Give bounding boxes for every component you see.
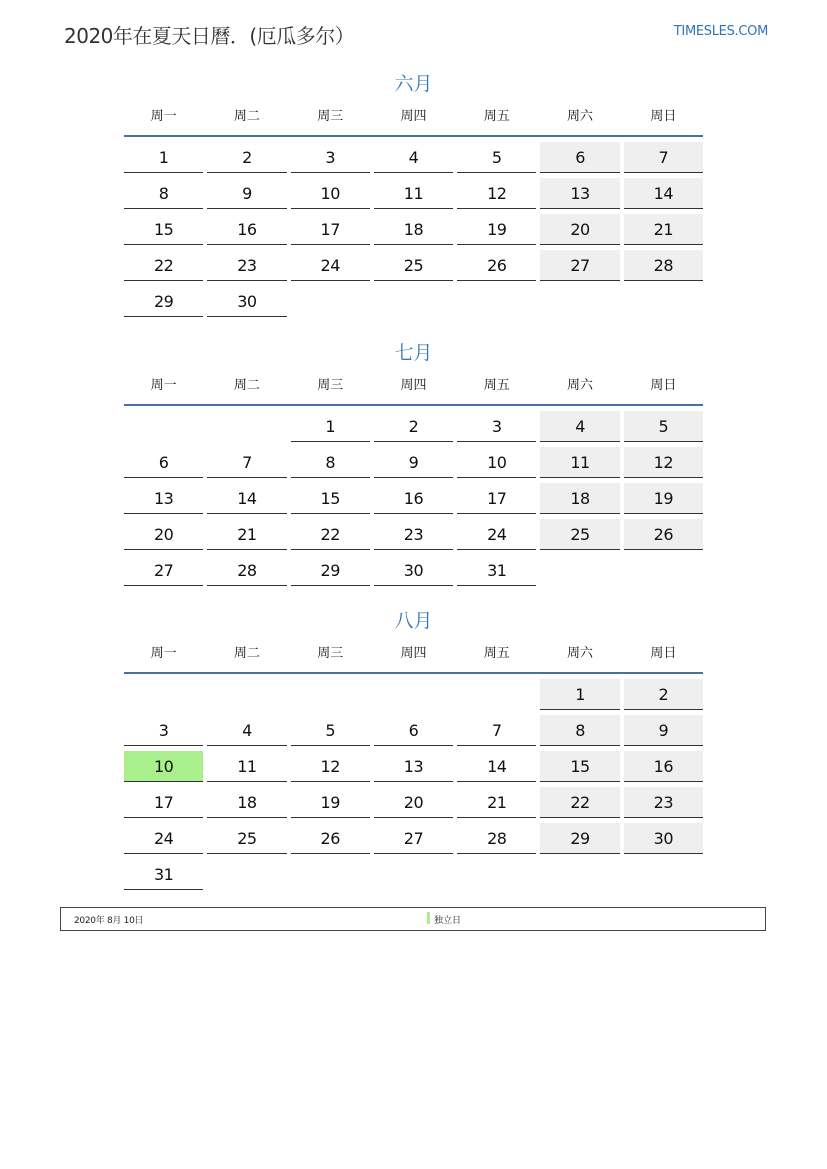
empty-day-cell (624, 555, 703, 586)
day-cell: 15 (540, 751, 619, 782)
day-cell: 17 (291, 214, 370, 245)
day-cell: 27 (124, 555, 203, 586)
day-cell: 12 (624, 447, 703, 478)
day-cell: 3 (124, 715, 203, 746)
day-cell: 8 (540, 715, 619, 746)
day-cell: 22 (540, 787, 619, 818)
empty-day-cell (374, 679, 453, 710)
day-cell: 2 (624, 679, 703, 710)
site-link[interactable]: TIMESLES.COM (673, 24, 768, 39)
day-cell: 30 (624, 823, 703, 854)
month-calendar (124, 607, 703, 895)
empty-day-cell (207, 679, 286, 710)
day-cell: 10 (457, 447, 536, 478)
day-cell: 1 (291, 411, 370, 442)
day-cell: 4 (540, 411, 619, 442)
week-row (124, 859, 703, 895)
week-row (124, 286, 703, 322)
day-cell: 28 (624, 250, 703, 281)
day-cell: 26 (624, 519, 703, 550)
day-cell: 22 (124, 250, 203, 281)
day-cell: 17 (124, 787, 203, 818)
legend-date: 2020年 8月 10日 (74, 916, 144, 926)
weekday-label: 周六 (567, 109, 594, 124)
month-calendar (124, 339, 703, 591)
day-cell: 23 (624, 787, 703, 818)
day-cell: 31 (457, 555, 536, 586)
day-cell: 25 (207, 823, 286, 854)
day-cell: 11 (374, 178, 453, 209)
empty-day-cell (540, 555, 619, 586)
day-cell: 28 (207, 555, 286, 586)
day-cell: 23 (207, 250, 286, 281)
day-cell: 14 (624, 178, 703, 209)
day-cell: 23 (374, 519, 453, 550)
weekday-label: 周五 (483, 378, 510, 393)
day-cell: 20 (124, 519, 203, 550)
week-row (124, 447, 703, 483)
day-cell: 1 (124, 142, 203, 173)
weekday-label: 周六 (567, 378, 594, 393)
day-cell: 24 (124, 823, 203, 854)
day-cell: 9 (374, 447, 453, 478)
weekday-label: 周四 (400, 378, 427, 393)
day-cell: 7 (457, 715, 536, 746)
empty-day-cell (207, 859, 286, 890)
weekday-label: 周日 (650, 378, 677, 393)
week-row (124, 751, 703, 787)
day-cell: 29 (124, 286, 203, 317)
month-title: 六月 (394, 73, 433, 95)
day-cell: 27 (540, 250, 619, 281)
day-cell: 9 (207, 178, 286, 209)
day-cell: 28 (457, 823, 536, 854)
day-cell: 6 (374, 715, 453, 746)
day-cell: 18 (374, 214, 453, 245)
week-row (124, 679, 703, 715)
page-title: 2020年在夏天日曆．(厄瓜多尔） (64, 24, 355, 48)
weekday-label: 周三 (317, 646, 344, 661)
day-cell: 8 (124, 178, 203, 209)
weekday-label: 周日 (650, 109, 677, 124)
header-divider (124, 404, 703, 406)
day-cell: 15 (291, 483, 370, 514)
week-row (124, 555, 703, 591)
weekday-label: 周四 (400, 109, 427, 124)
empty-day-cell (540, 859, 619, 890)
day-cell: 11 (207, 751, 286, 782)
day-cell: 3 (457, 411, 536, 442)
week-row (124, 250, 703, 286)
weekday-header (124, 374, 703, 404)
day-cell: 20 (374, 787, 453, 818)
week-row (124, 715, 703, 751)
empty-day-cell (374, 286, 453, 317)
day-cell: 26 (457, 250, 536, 281)
week-row (124, 214, 703, 250)
empty-day-cell (624, 286, 703, 317)
day-cell: 2 (374, 411, 453, 442)
day-cell: 24 (291, 250, 370, 281)
week-row (124, 787, 703, 823)
weekday-label: 周一 (150, 378, 177, 393)
day-cell: 25 (540, 519, 619, 550)
weekday-label: 周四 (400, 646, 427, 661)
empty-day-cell (540, 286, 619, 317)
day-cell: 19 (457, 214, 536, 245)
legend-holiday-name: 独立日 (434, 916, 462, 926)
empty-day-cell (124, 411, 203, 442)
header-divider (124, 672, 703, 674)
day-cell: 25 (374, 250, 453, 281)
day-cell: 9 (624, 715, 703, 746)
weekday-label: 周五 (483, 109, 510, 124)
day-cell: 21 (457, 787, 536, 818)
day-cell: 6 (124, 447, 203, 478)
day-cell: 13 (124, 483, 203, 514)
day-cell: 4 (374, 142, 453, 173)
day-cell: 18 (540, 483, 619, 514)
day-cell: 7 (207, 447, 286, 478)
day-cell: 2 (207, 142, 286, 173)
empty-day-cell (291, 286, 370, 317)
weekday-label: 周三 (317, 378, 344, 393)
holiday-color-swatch (427, 912, 430, 924)
day-cell: 14 (457, 751, 536, 782)
day-cell: 15 (124, 214, 203, 245)
day-cell: 13 (540, 178, 619, 209)
day-cell: 10 (291, 178, 370, 209)
empty-day-cell (457, 679, 536, 710)
day-cell: 5 (457, 142, 536, 173)
day-cell: 29 (291, 555, 370, 586)
empty-day-cell (124, 679, 203, 710)
weekday-label: 周二 (233, 646, 260, 661)
day-cell: 30 (207, 286, 286, 317)
day-cell: 1 (540, 679, 619, 710)
empty-day-cell (291, 859, 370, 890)
empty-day-cell (207, 411, 286, 442)
weekday-header (124, 642, 703, 672)
week-row (124, 411, 703, 447)
week-row (124, 178, 703, 214)
day-cell: 27 (374, 823, 453, 854)
day-cell: 19 (291, 787, 370, 818)
day-cell: 12 (457, 178, 536, 209)
week-row (124, 519, 703, 555)
day-cell: 11 (540, 447, 619, 478)
holiday-legend (60, 907, 766, 931)
day-cell: 22 (291, 519, 370, 550)
day-cell: 6 (540, 142, 619, 173)
weekday-label: 周五 (483, 646, 510, 661)
week-row (124, 142, 703, 178)
weekday-header (124, 105, 703, 135)
day-cell: 19 (624, 483, 703, 514)
day-cell: 29 (540, 823, 619, 854)
day-cell: 16 (624, 751, 703, 782)
day-cell: 16 (207, 214, 286, 245)
day-cell: 3 (291, 142, 370, 173)
week-row (124, 483, 703, 519)
week-row (124, 823, 703, 859)
day-cell: 26 (291, 823, 370, 854)
weekday-label: 周日 (650, 646, 677, 661)
weekday-label: 周二 (233, 378, 260, 393)
day-cell: 18 (207, 787, 286, 818)
day-cell: 24 (457, 519, 536, 550)
empty-day-cell (374, 859, 453, 890)
day-cell: 8 (291, 447, 370, 478)
day-cell: 16 (374, 483, 453, 514)
day-cell: 30 (374, 555, 453, 586)
empty-day-cell (624, 859, 703, 890)
day-cell: 20 (540, 214, 619, 245)
month-title: 七月 (394, 342, 433, 364)
day-cell: 4 (207, 715, 286, 746)
empty-day-cell (291, 679, 370, 710)
holiday-day-cell: 10 (124, 751, 203, 782)
day-cell: 5 (624, 411, 703, 442)
weekday-label: 周三 (317, 109, 344, 124)
day-cell: 31 (124, 859, 203, 890)
day-cell: 14 (207, 483, 286, 514)
header-divider (124, 135, 703, 137)
day-cell: 5 (291, 715, 370, 746)
day-cell: 12 (291, 751, 370, 782)
day-cell: 17 (457, 483, 536, 514)
empty-day-cell (457, 286, 536, 317)
weekday-label: 周六 (567, 646, 594, 661)
day-cell: 7 (624, 142, 703, 173)
empty-day-cell (457, 859, 536, 890)
day-cell: 13 (374, 751, 453, 782)
month-title: 八月 (394, 610, 433, 632)
weekday-label: 周二 (233, 109, 260, 124)
day-cell: 21 (624, 214, 703, 245)
month-calendar (124, 70, 703, 322)
day-cell: 21 (207, 519, 286, 550)
weekday-label: 周一 (150, 646, 177, 661)
weekday-label: 周一 (150, 109, 177, 124)
